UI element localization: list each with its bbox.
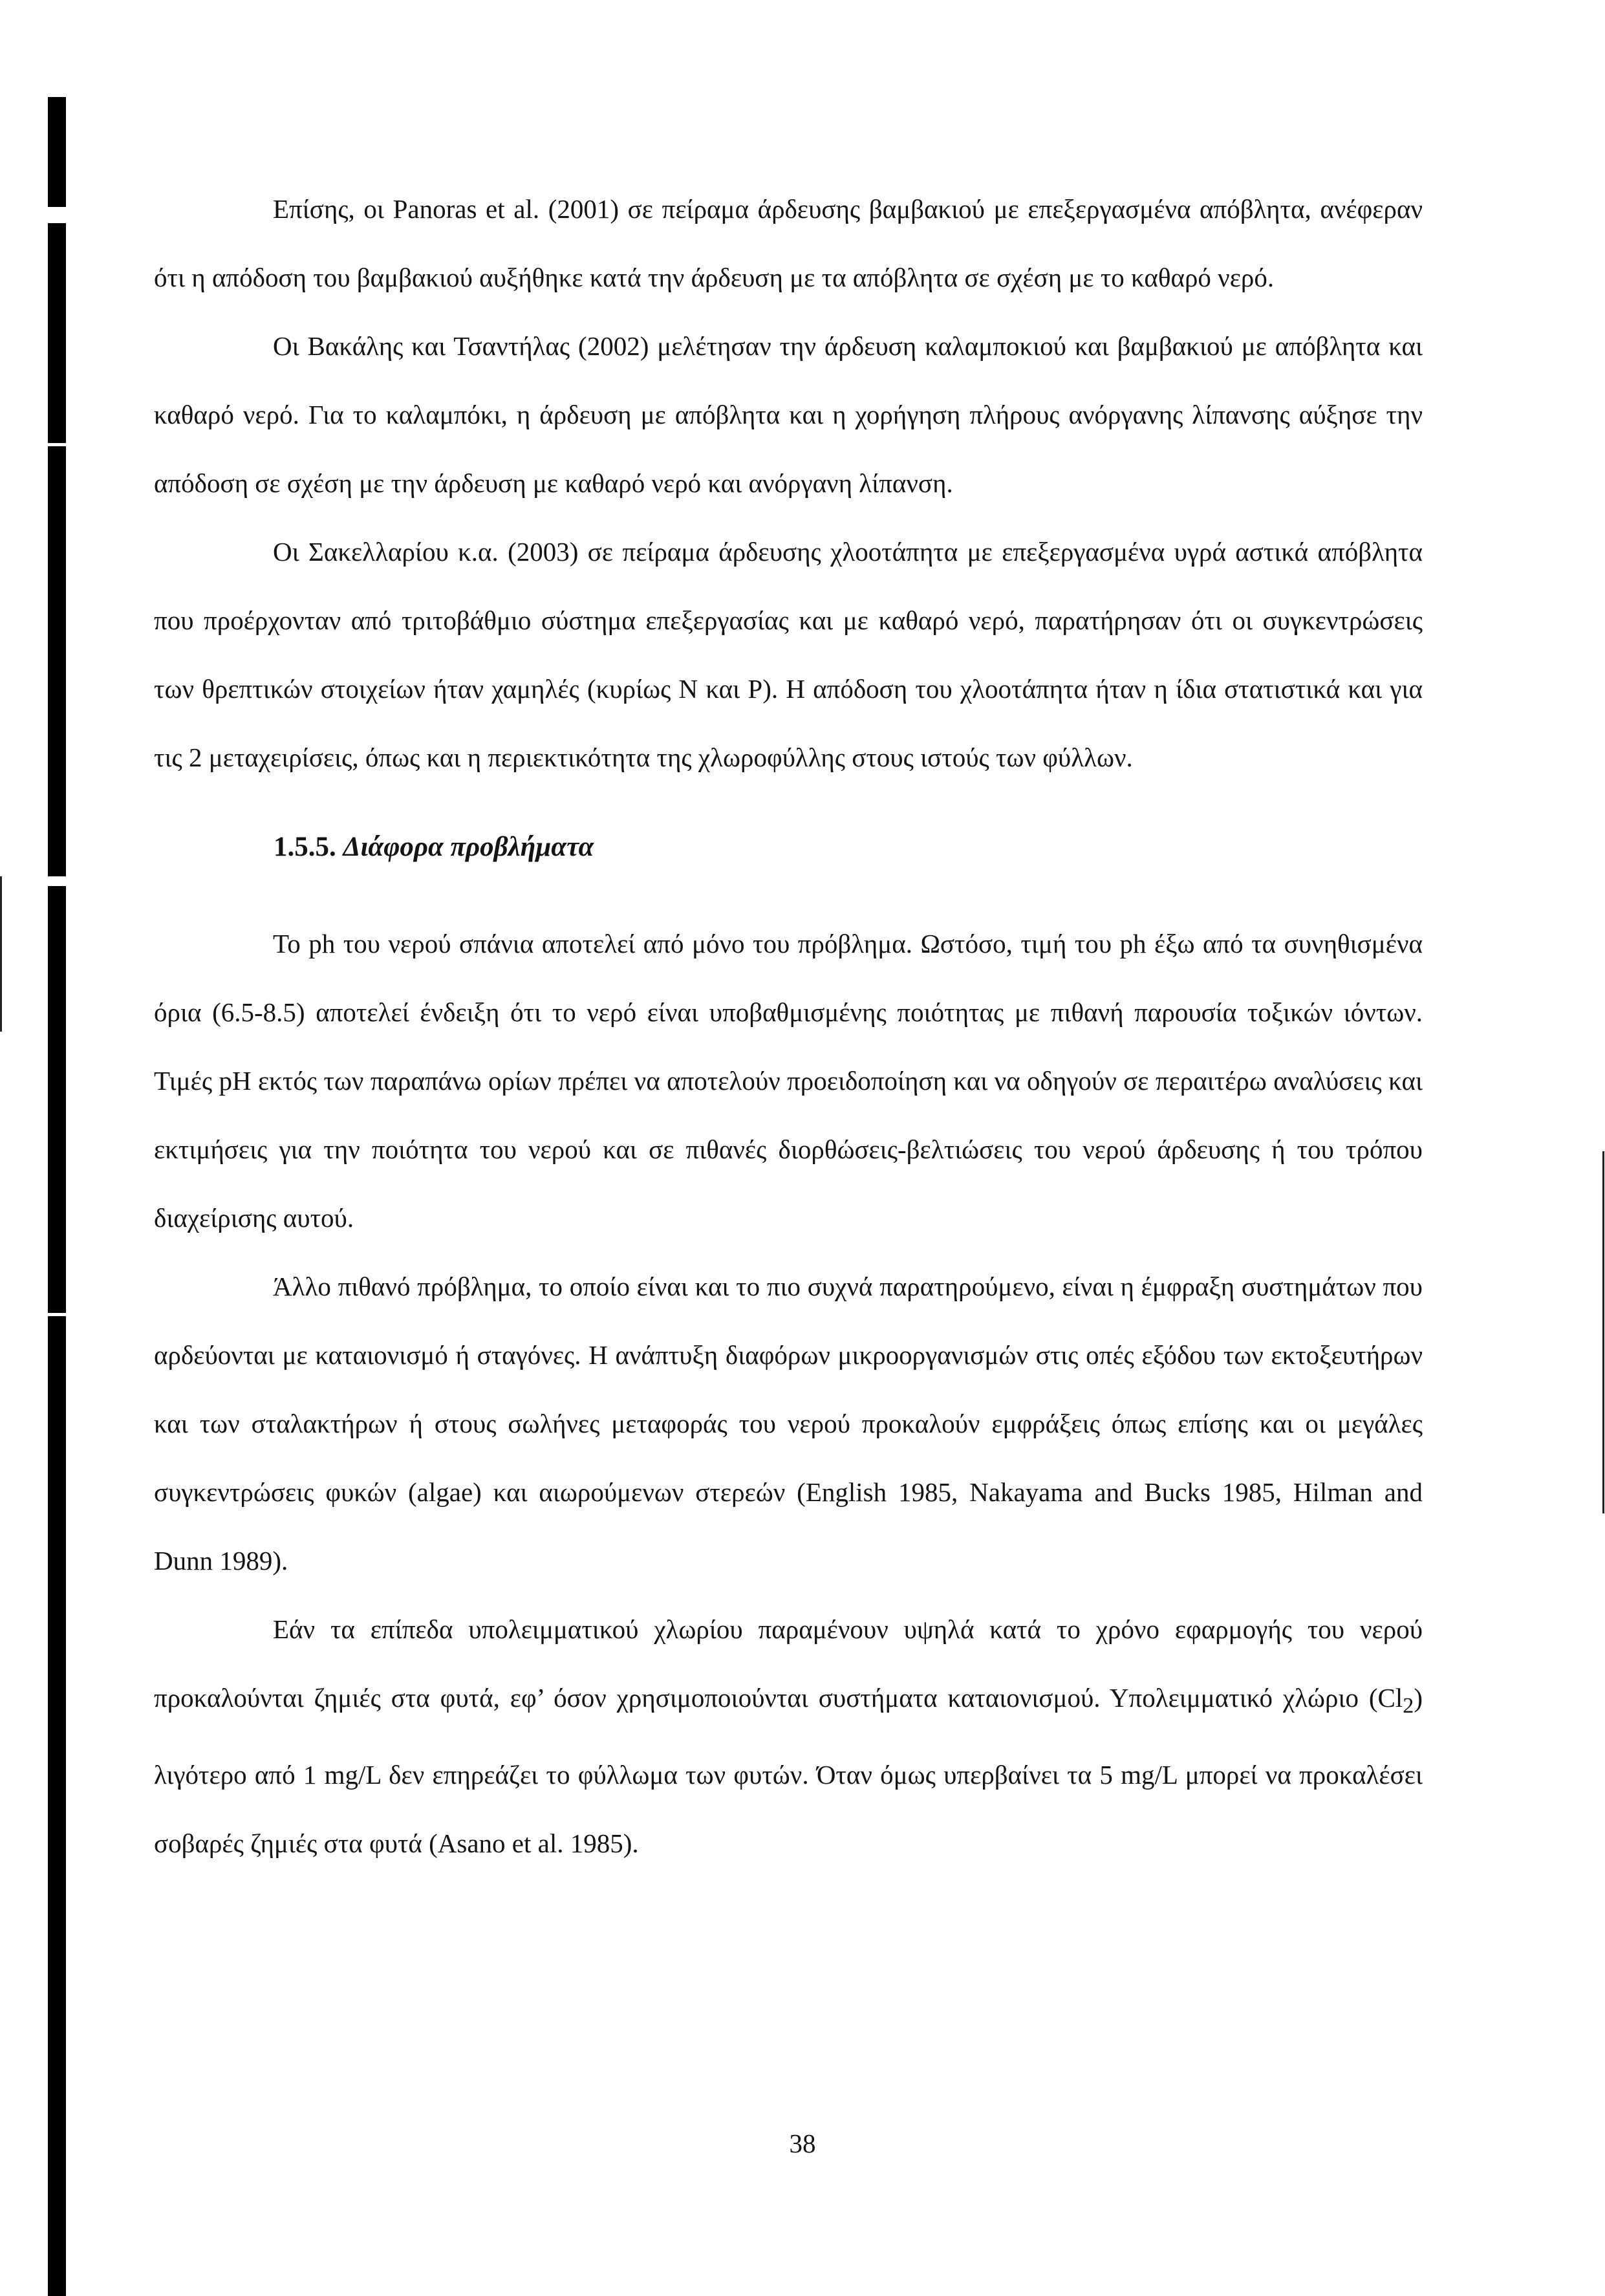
sprocket-hole: [48, 1753, 66, 1863]
page-body: [154, 175, 1423, 1878]
sprocket-hole: [48, 223, 66, 333]
scan-edge-line: [0, 876, 2, 1032]
sprocket-hole: [48, 556, 66, 666]
sprocket-hole: [48, 1643, 66, 1753]
sprocket-hole: [48, 1093, 66, 1203]
paragraph-text: Εάν τα επίπεδα υπολειμματικού χλωρίου παραμένουν υψηλά κατά το χρόνο εφαρμογής του νερού προκαλούνται ζημιές στα φυτά, εφ’ όσον χρησιμοποιούνται συστήματα καταιονισμού. Υπολειμματικό χλώριο (Cl: [154, 1614, 1423, 1713]
sprocket-hole: [48, 766, 66, 876]
scan-edge-line: [1602, 1151, 1604, 1513]
sprocket-hole: [48, 1973, 66, 2083]
subscript: 2: [1403, 1694, 1414, 1718]
sprocket-hole: [48, 2186, 66, 2296]
paragraph: Άλλο πιθανό πρόβλημα, το οποίο είναι και το πιο συχνά παρατηρούμενο, είναι η έμφραξη συστημάτων που αρδεύονται με καταιονισμό ή σταγόνες. Η ανάπτυξη διαφόρων μικροοργανισμών στις οπές εξόδου των εκτοξευτήρων και των σταλακτήρων ή στους σωλήνες μεταφοράς του νερού προκαλούν εμφράξεις όπως επίσης και οι μεγάλες συγκεντρώσεις φυκών (algae) και αιωρούμενων στερεών (English 1985, Nakayama and Bucks 1985, Hilman and Dunn 1989).: [154, 1272, 1423, 1576]
section-number: 1.5.5.: [274, 832, 336, 862]
sprocket-hole: [48, 666, 66, 776]
film-strip-border: [0, 0, 84, 2270]
section-title: Διάφορα προβλήματα: [343, 832, 594, 862]
sprocket-hole: [48, 97, 66, 207]
paragraph: Οι Σακελλαρίου κ.α. (2003) σε πείραμα άρδευσης χλοοτάπητα με επεξεργασμένα υγρά αστικά απόβλητα που προέρχονταν από τριτοβάθμιο σύστημα επεξεργασίας και με καθαρό νερό, παρατήρησαν ότι οι συγκεντρώσεις των θρεπτικών στοιχείων ήταν χαμηλές (κυρίως N και P). Η απόδοση του χλοοτάπητα ήταν η ίδια στατιστικά και για τις 2 μεταχειρίσεις, όπως και η περιεκτικότητα της χλωροφύλλης στους ιστούς των φύλλων.: [154, 537, 1423, 772]
sprocket-hole: [48, 886, 66, 996]
sprocket-hole: [48, 1863, 66, 1973]
paragraph-text: ) λιγότερο από 1 mg/L δεν επηρεάζει το φύλλωμα των φυτών. Όταν όμως υπερβαίνει τα 5 mg/L μπορεί να προκαλέσει σοβαρές ζημιές στα φυτά (Asano et al. 1985).: [154, 1683, 1423, 1859]
paragraph: Το ph του νερού σπάνια αποτελεί από μόνο του πρόβλημα. Ωστόσο, τιμή του ph έξω από τα συνηθισμένα όρια (6.5-8.5) αποτελεί ένδειξη ότι το νερό είναι υποβαθμισμένης ποιότητας με πιθανή παρουσία τοξικών ιόντων. Τιμές pH εκτός των παραπάνω ορίων πρέπει να αποτελούν προειδοποίηση και να οδηγούν σε περαιτέρω αναλύσεις και εκτιμήσεις για την ποιότητα του νερού και σε πιθανές διορθώσεις-βελτιώσεις του νερού άρδευσης ή του τρόπου διαχείρισης αυτού.: [154, 929, 1423, 1233]
paragraph: Επίσης, οι Panoras et al. (2001) σε πείραμα άρδευσης βαμβακιού με επεξεργασμένα απόβλητα, ανέφεραν ότι η απόδοση του βαμβακιού αυξήθηκε κατά την άρδευση με τα απόβλητα σε σχέση με το καθαρό νερό.: [154, 194, 1423, 292]
sprocket-hole: [48, 1423, 66, 1533]
sprocket-hole: [48, 1203, 66, 1313]
paragraph: Οι Βακάλης και Τσαντήλας (2002) μελέτησαν την άρδευση καλαμποκιού και βαμβακιού με απόβλητα και καθαρό νερό. Για το καλαμπόκι, η άρδευση με απόβλητα και η χορήγηση πλήρους ανόργανης λίπανσης αύξησε την απόδοση σε σχέση με την άρδευση με καθαρό νερό και ανόργανη λίπανση.: [154, 331, 1423, 498]
section-heading: [274, 821, 1423, 873]
paragraph: [154, 1595, 1423, 1878]
sprocket-hole: [48, 1316, 66, 1426]
sprocket-hole: [48, 990, 66, 1099]
page-number: 38: [789, 2128, 816, 2158]
sprocket-hole: [48, 333, 66, 443]
sprocket-hole: [48, 1533, 66, 1643]
sprocket-hole: [48, 446, 66, 556]
